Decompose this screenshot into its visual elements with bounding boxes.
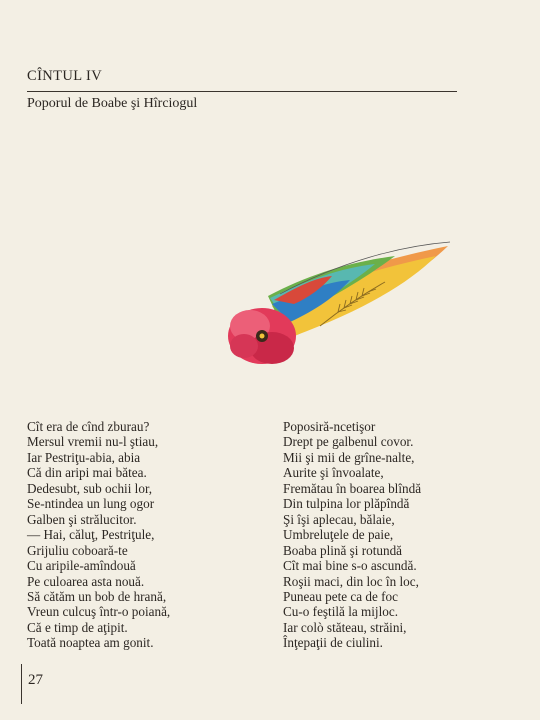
- poem-line: — Hai, căluţ, Pestriţule,: [27, 527, 155, 543]
- poppy-flower: [228, 308, 296, 364]
- poem-line: Iar colò stăteau, străini,: [283, 619, 407, 635]
- poem-line: Cu-o feştilă la mijloc.: [283, 604, 398, 620]
- poem-column-left: [27, 419, 170, 651]
- page-number-rule: [21, 664, 22, 704]
- poem-line: Puneau pete ca de foc: [283, 588, 398, 604]
- poem-line: Toată noaptea am gonit.: [27, 635, 154, 651]
- poem-line: Dedesubt, sub ochii lor,: [27, 480, 153, 496]
- poem-line: Aurite şi învoalate,: [283, 465, 384, 481]
- poem-line: Galben şi strălucitor.: [27, 511, 137, 527]
- poem-line: Vreun culcuş într-o poiană,: [27, 604, 171, 620]
- poem-line: Drept pe galbenul covor.: [283, 434, 414, 450]
- poem-line: Se-ntindea un lung ogor: [27, 496, 155, 512]
- poem-line: Pe culoarea asta nouă.: [27, 573, 145, 589]
- title-divider: [27, 91, 457, 92]
- poem-line: Mersul vremii nu-l ştiau,: [27, 434, 159, 450]
- poem-line: Înţepaţii de ciulini.: [283, 635, 383, 651]
- poppy-wheat-illustration: [210, 238, 465, 378]
- poem-line: Să cătăm un bob de hrană,: [27, 588, 167, 604]
- chapter-subtitle: Poporul de Boabe şi Hîrciogul: [27, 96, 198, 111]
- poem-line: Boaba plină şi rotundă: [283, 542, 403, 558]
- poem-line: Cît mai bine s-o ascundă.: [283, 558, 417, 574]
- poem-line: Mii şi mii de grîne-nalte,: [283, 449, 415, 465]
- poem-line: Iar Pestriţu-abia, abia: [27, 449, 141, 465]
- poem-line: Cu aripile-amîndouă: [27, 558, 136, 574]
- page-number: 27: [28, 672, 43, 688]
- poem-line: Roşii maci, din loc în loc,: [283, 573, 419, 589]
- poem-line: Că e timp de aţipit.: [27, 619, 128, 635]
- poem-line: Şi îşi aplecau, bălaie,: [283, 511, 395, 527]
- poem-line: Cît era de cînd zburau?: [27, 419, 150, 434]
- poem-line: Că din aripi mai bătea.: [27, 465, 147, 481]
- poem-line: Din tulpina lor plăpîndă: [283, 496, 410, 512]
- poem-line: Umbreluţele de paie,: [283, 527, 394, 543]
- poem-column-right: [283, 419, 421, 651]
- poem-line: Fremătau în boarea blîndă: [283, 480, 422, 496]
- poem-line: Poposiră-ncetişor: [283, 419, 376, 434]
- poem-line: Grijuliu coboară-te: [27, 542, 128, 558]
- chapter-title: CÎNTUL IV: [27, 68, 103, 84]
